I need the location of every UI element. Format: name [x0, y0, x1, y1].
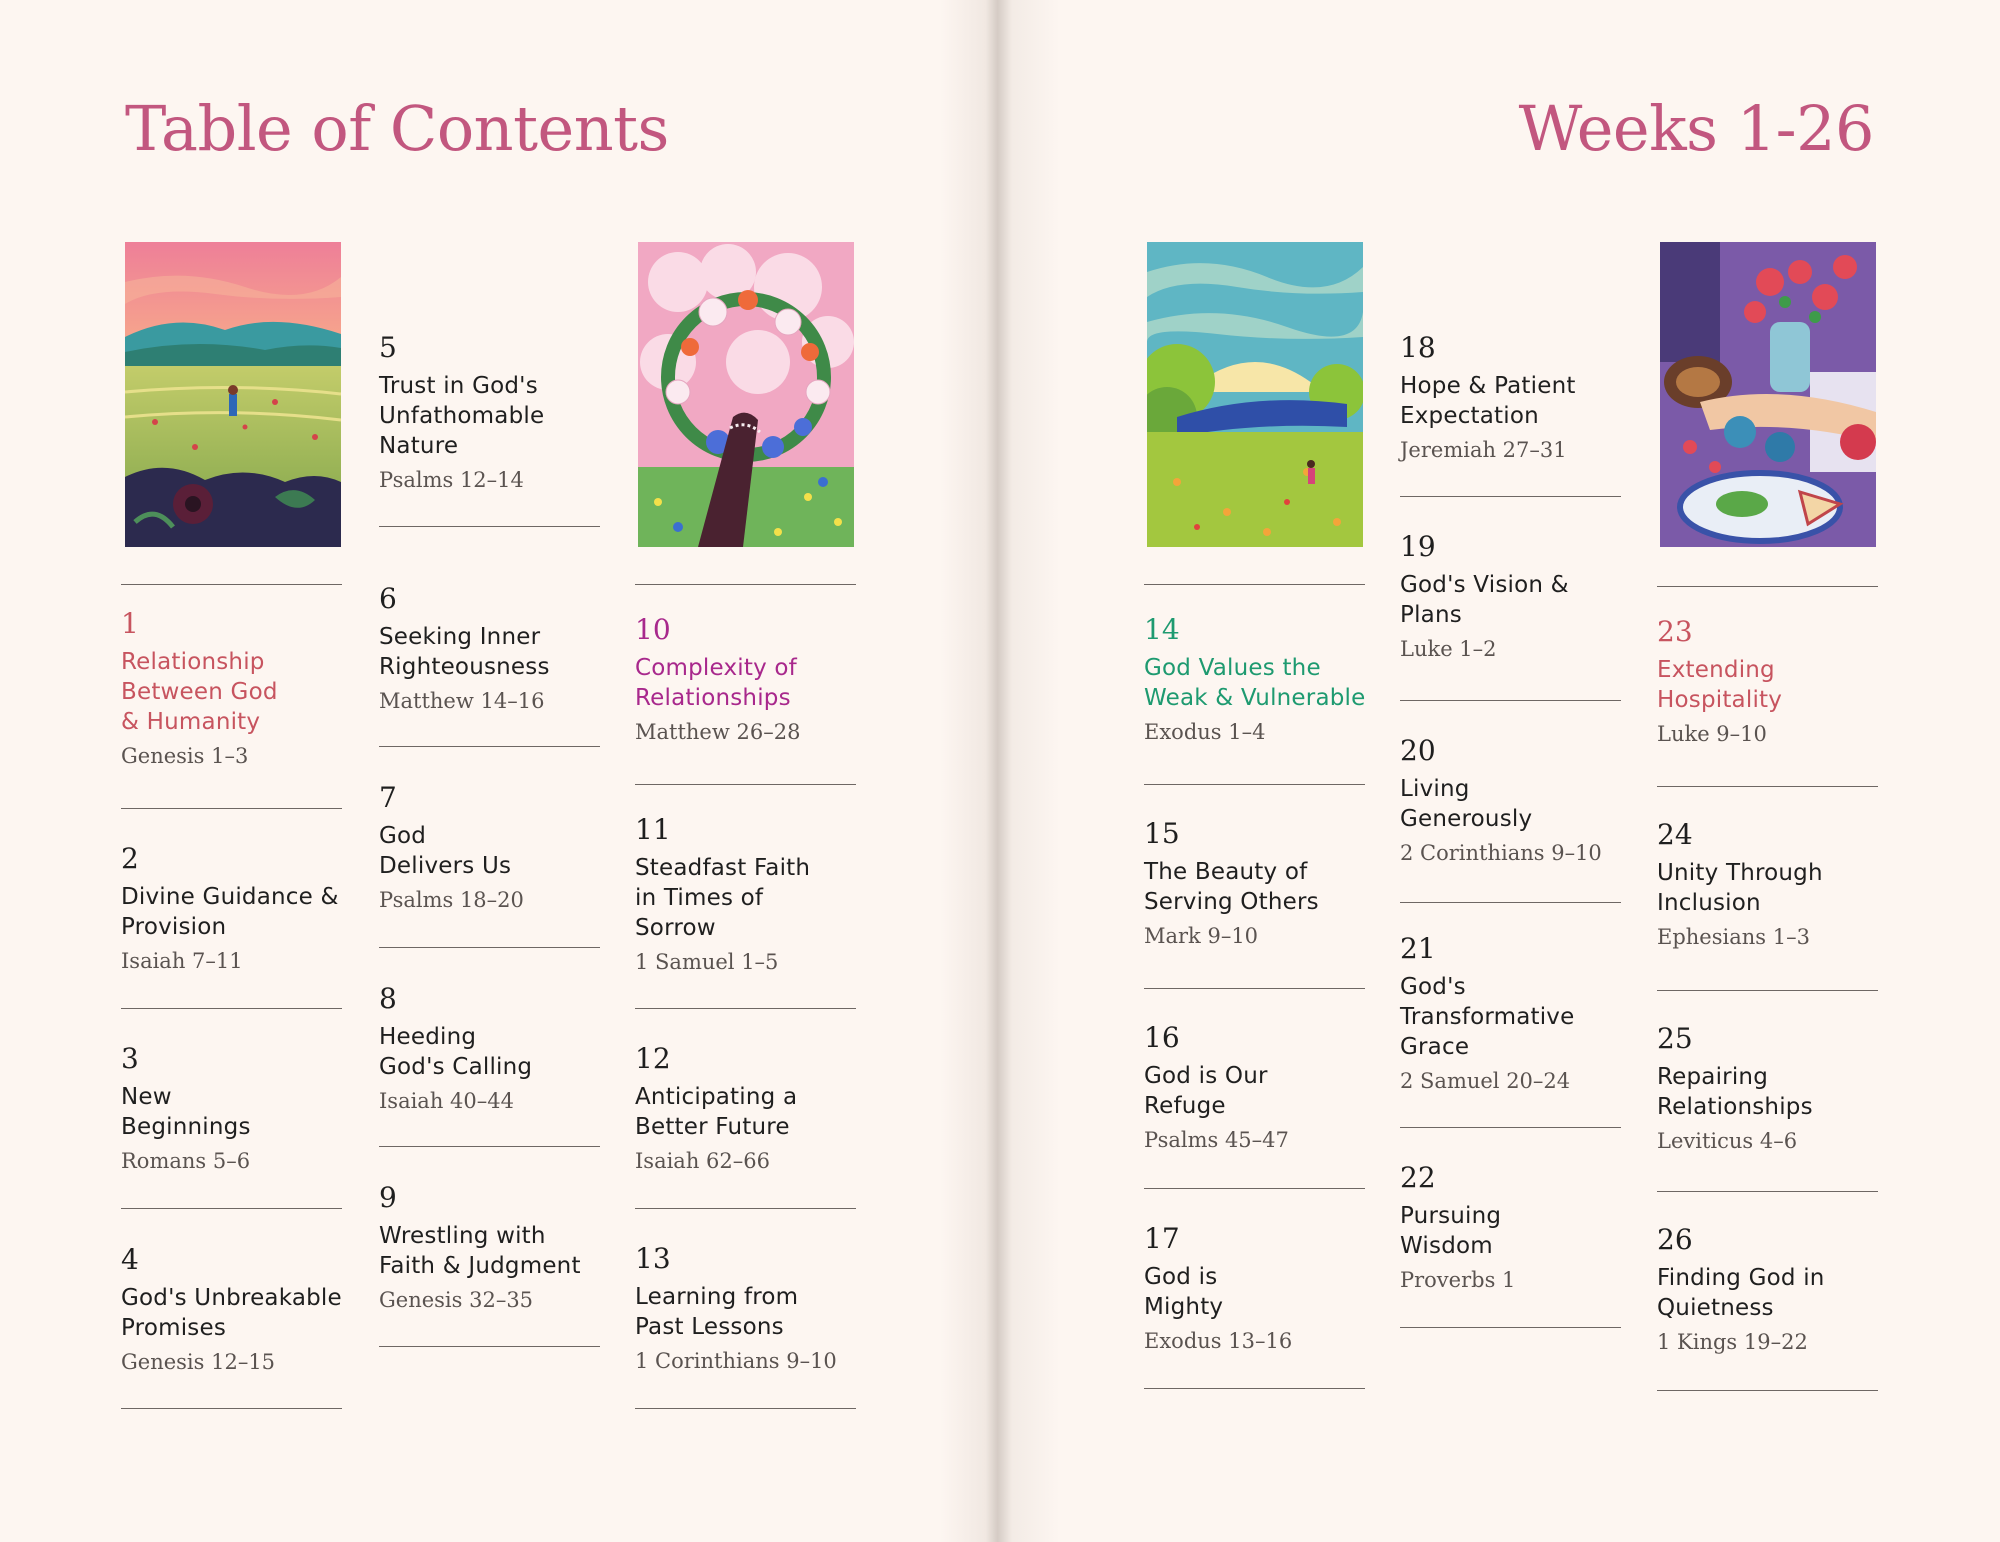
week-number: 26	[1657, 1223, 1693, 1256]
week-entry-3[interactable]	[121, 1042, 361, 1176]
week-entry-17[interactable]	[1144, 1222, 1384, 1356]
week-title-line: Unity Through	[1657, 860, 1823, 886]
divider	[1144, 988, 1365, 989]
week-title-line: God	[379, 823, 427, 849]
week-title-line: Heeding	[379, 1024, 477, 1050]
divider	[1657, 1191, 1878, 1192]
week-scripture-reference: Mark 9–10	[1144, 924, 1259, 948]
week-scripture-reference: Genesis 12–15	[121, 1350, 276, 1374]
divider	[635, 584, 856, 585]
week-scripture-reference: Luke 9–10	[1657, 722, 1767, 746]
week-entry-22[interactable]	[1400, 1161, 1640, 1295]
divider	[121, 1208, 342, 1209]
divider	[635, 1008, 856, 1009]
week-number: 24	[1657, 818, 1693, 851]
page-title: Table of Contents	[125, 92, 669, 165]
week-entry-5[interactable]	[379, 331, 619, 495]
week-entry-19[interactable]	[1400, 530, 1640, 664]
week-number: 6	[379, 582, 397, 615]
hospitality-table-illustration	[1660, 242, 1876, 547]
week-scripture-reference: Psalms 45–47	[1144, 1128, 1289, 1152]
week-title-line: God's Unbreakable	[121, 1285, 342, 1311]
week-number: 3	[121, 1042, 139, 1075]
divider	[1144, 1388, 1365, 1389]
week-entry-13[interactable]	[635, 1242, 875, 1376]
week-title-line: Promises	[121, 1315, 226, 1341]
week-number: 19	[1400, 530, 1436, 563]
divider	[121, 584, 342, 585]
week-number: 22	[1400, 1161, 1436, 1194]
week-title-line: in Times of	[635, 885, 764, 911]
week-scripture-reference: Proverbs 1	[1400, 1268, 1516, 1292]
week-title-line: Inclusion	[1657, 890, 1761, 916]
divider	[379, 1346, 600, 1347]
week-scripture-reference: Psalms 12–14	[379, 468, 524, 492]
week-scripture-reference: 1 Corinthians 9–10	[635, 1349, 837, 1373]
week-number: 10	[635, 613, 671, 646]
divider	[1657, 586, 1878, 587]
week-scripture-reference: Romans 5–6	[121, 1149, 251, 1173]
week-scripture-reference: Isaiah 62–66	[635, 1149, 770, 1173]
week-number: 13	[635, 1242, 671, 1275]
week-entry-1[interactable]	[121, 607, 361, 771]
week-number: 17	[1144, 1222, 1180, 1255]
week-title-line: God is	[1144, 1264, 1218, 1290]
divider	[1400, 902, 1621, 903]
week-title-line: Anticipating a	[635, 1084, 798, 1110]
week-number: 9	[379, 1181, 397, 1214]
week-entry-25[interactable]	[1657, 1022, 1897, 1156]
week-title-line: Seeking Inner	[379, 624, 541, 650]
week-scripture-reference: Matthew 14–16	[379, 689, 545, 713]
floral-wreath-illustration	[638, 242, 854, 547]
week-title-line: Delivers Us	[379, 853, 512, 879]
week-title-line: Provision	[121, 914, 227, 940]
week-title-line: Finding God in	[1657, 1265, 1825, 1291]
week-entry-9[interactable]	[379, 1181, 619, 1315]
week-scripture-reference: Luke 1–2	[1400, 637, 1497, 661]
week-entry-14[interactable]	[1144, 613, 1384, 747]
week-title-line: Righteousness	[379, 654, 550, 680]
divider	[635, 784, 856, 785]
divider	[121, 1008, 342, 1009]
week-entry-18[interactable]	[1400, 331, 1640, 465]
week-title-line: Pursuing	[1400, 1203, 1502, 1229]
divider	[1144, 1188, 1365, 1189]
week-number: 14	[1144, 613, 1180, 646]
week-number: 16	[1144, 1021, 1180, 1054]
divider	[635, 1408, 856, 1409]
divider	[1400, 1327, 1621, 1328]
week-scripture-reference: Exodus 1–4	[1144, 720, 1266, 744]
divider	[379, 746, 600, 747]
green-hills-illustration	[1147, 242, 1363, 547]
week-title-line: Relationship	[121, 649, 265, 675]
divider	[1657, 990, 1878, 991]
divider	[379, 526, 600, 527]
divider	[635, 1208, 856, 1209]
week-title-line: Steadfast Faith	[635, 855, 811, 881]
week-title-line: Transformative	[1400, 1004, 1575, 1030]
week-entry-26[interactable]	[1657, 1223, 1897, 1357]
week-number: 11	[635, 813, 671, 846]
week-scripture-reference: Ephesians 1–3	[1657, 925, 1810, 949]
week-title-line: Relationships	[635, 685, 791, 711]
week-entry-16[interactable]	[1144, 1021, 1384, 1155]
week-title-line: Grace	[1400, 1034, 1470, 1060]
right-page	[1000, 0, 2000, 1542]
week-title-line: God's	[1400, 974, 1466, 1000]
divider	[1657, 1390, 1878, 1391]
week-title-line: Extending	[1657, 657, 1775, 683]
week-number: 18	[1400, 331, 1436, 364]
divider	[1657, 786, 1878, 787]
week-title-line: Between God	[121, 679, 278, 705]
week-title-line: Wisdom	[1400, 1233, 1493, 1259]
week-entry-12[interactable]	[635, 1042, 875, 1176]
divider	[379, 1146, 600, 1147]
week-number: 4	[121, 1243, 139, 1276]
week-title-line: Serving Others	[1144, 889, 1319, 915]
week-title-line: Unfathomable	[379, 403, 545, 429]
divider	[1144, 584, 1365, 585]
week-title-line: Sorrow	[635, 915, 716, 941]
week-title-line: Refuge	[1144, 1093, 1226, 1119]
week-title-line: The Beauty of	[1144, 859, 1308, 885]
week-scripture-reference: Psalms 18–20	[379, 888, 524, 912]
week-scripture-reference: Isaiah 40–44	[379, 1089, 514, 1113]
week-entry-10[interactable]	[635, 613, 875, 747]
week-scripture-reference: 2 Samuel 20–24	[1400, 1069, 1571, 1093]
week-title-line: God Values the	[1144, 655, 1321, 681]
week-number: 7	[379, 781, 397, 814]
week-title-line: God's Vision &	[1400, 572, 1569, 598]
week-title-line: Weak & Vulnerable	[1144, 685, 1366, 711]
week-number: 5	[379, 331, 397, 364]
week-entry-8[interactable]	[379, 982, 619, 1116]
week-number: 15	[1144, 817, 1180, 850]
week-title-line: Trust in God's	[379, 373, 538, 399]
week-title-line: Hope & Patient	[1400, 373, 1576, 399]
week-entry-4[interactable]	[121, 1243, 361, 1377]
week-scripture-reference: 2 Corinthians 9–10	[1400, 841, 1602, 865]
week-entry-15[interactable]	[1144, 817, 1384, 951]
week-scripture-reference: 1 Kings 19–22	[1657, 1330, 1808, 1354]
week-entry-24[interactable]	[1657, 818, 1897, 952]
page-title: Weeks 1-26	[1518, 92, 1874, 165]
week-number: 25	[1657, 1022, 1693, 1055]
week-title-line: Living	[1400, 776, 1470, 802]
week-title-line: Beginnings	[121, 1114, 251, 1140]
week-title-line: Mighty	[1144, 1294, 1224, 1320]
week-title-line: New	[121, 1084, 172, 1110]
divider	[1400, 496, 1621, 497]
week-scripture-reference: Matthew 26–28	[635, 720, 801, 744]
week-scripture-reference: Exodus 13–16	[1144, 1329, 1293, 1353]
week-title-line: Plans	[1400, 602, 1462, 628]
week-title-line: Complexity of	[635, 655, 797, 681]
divider	[121, 808, 342, 809]
week-title-line: Faith & Judgment	[379, 1253, 581, 1279]
week-title-line: God is Our	[1144, 1063, 1268, 1089]
week-number: 21	[1400, 932, 1436, 965]
week-title-line: Expectation	[1400, 403, 1539, 429]
week-scripture-reference: Genesis 32–35	[379, 1288, 534, 1312]
week-entry-20[interactable]	[1400, 734, 1640, 868]
divider	[1400, 1127, 1621, 1128]
divider	[1400, 700, 1621, 701]
week-title-line: Nature	[379, 433, 459, 459]
divider	[121, 1408, 342, 1409]
week-scripture-reference: 1 Samuel 1–5	[635, 950, 779, 974]
week-title-line: Quietness	[1657, 1295, 1774, 1321]
week-scripture-reference: Leviticus 4–6	[1657, 1129, 1798, 1153]
week-number: 1	[121, 607, 139, 640]
week-number: 23	[1657, 615, 1693, 648]
week-title-line: Past Lessons	[635, 1314, 784, 1340]
week-title-line: Relationships	[1657, 1094, 1813, 1120]
week-entry-6[interactable]	[379, 582, 619, 716]
week-number: 12	[635, 1042, 671, 1075]
divider	[379, 947, 600, 948]
week-scripture-reference: Genesis 1–3	[121, 744, 249, 768]
week-title-line: Wrestling with	[379, 1223, 546, 1249]
week-title-line: God's Calling	[379, 1054, 533, 1080]
week-title-line: Better Future	[635, 1114, 790, 1140]
week-entry-23[interactable]	[1657, 615, 1897, 749]
week-title-line: Generously	[1400, 806, 1533, 832]
week-entry-21[interactable]	[1400, 932, 1640, 1096]
week-entry-11[interactable]	[635, 813, 875, 977]
week-title-line: Repairing	[1657, 1064, 1769, 1090]
week-scripture-reference: Isaiah 7–11	[121, 949, 243, 973]
week-entry-2[interactable]	[121, 842, 361, 976]
meadow-sunset-illustration	[125, 242, 341, 547]
week-title-line: Hospitality	[1657, 687, 1783, 713]
week-title-line: & Humanity	[121, 709, 261, 735]
week-title-line: Learning from	[635, 1284, 799, 1310]
week-number: 2	[121, 842, 139, 875]
week-number: 20	[1400, 734, 1436, 767]
divider	[1144, 784, 1365, 785]
week-title-line: Divine Guidance &	[121, 884, 339, 910]
week-entry-7[interactable]	[379, 781, 619, 915]
week-scripture-reference: Jeremiah 27–31	[1400, 438, 1567, 462]
week-number: 8	[379, 982, 397, 1015]
